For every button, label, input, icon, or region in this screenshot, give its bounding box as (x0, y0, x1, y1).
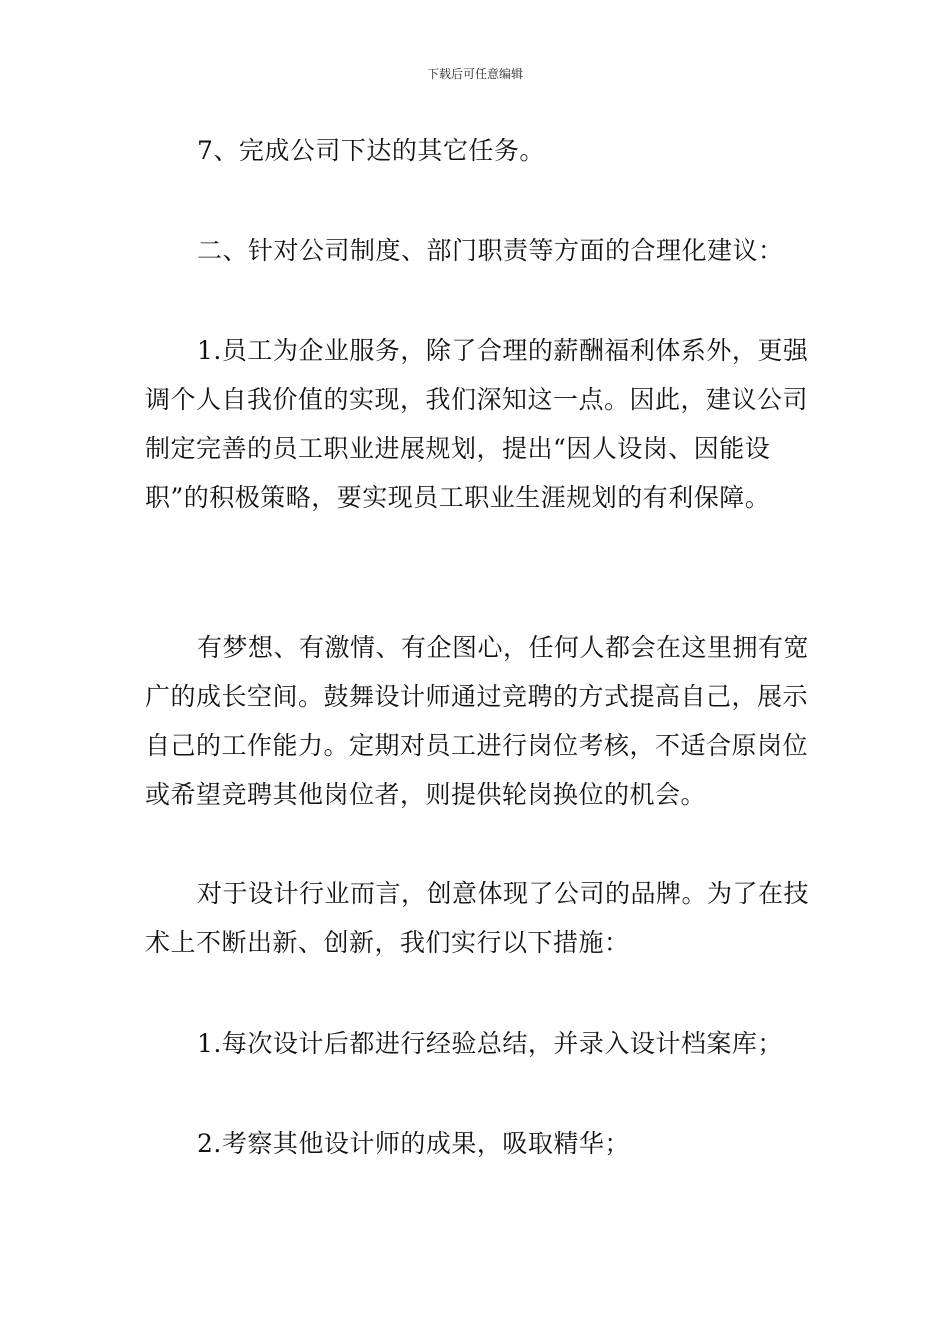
paragraph-design-creativity: 对于设计行业而言，创意体现了公司的品牌。为了在技术上不断出新、创新，我们实行以下措施： (145, 879, 810, 957)
paragraph-growth-space: 有梦想、有激情、有企图心，任何人都会在这里拥有宽广的成长空间。鼓舞设计师通过竞聘的方式提高自己，展示自己的工作能力。定期对员工进行岗位考核，不适合原岗位或希望竞聘其他岗位者，则提供轮岗换位的机会。 (145, 633, 810, 809)
section-heading-suggestions: 二、针对公司制度、部门职责等方面的合理化建议： (197, 236, 784, 265)
header-note: 下载后可任意编辑 (426, 67, 523, 81)
paragraph-task-7: 7、完成公司下达的其它任务。 (197, 136, 545, 165)
list-item-study-others: 2.考察其他设计师的成果，吸取精华； (197, 1129, 630, 1158)
list-item-experience-summary: 1.每次设计后都进行经验总结，并录入设计档案库； (197, 1029, 783, 1058)
paragraph-career-planning: 1.员工为企业服务，除了合理的薪酬福利体系外，更强调个人自我价值的实现，我们深知这一点。因此，建议公司制定完善的员工职业进展规划，提出“因人设岗、因能设职”的积极策略，要实现员工职业生涯规划的有利保障。 (145, 336, 809, 512)
